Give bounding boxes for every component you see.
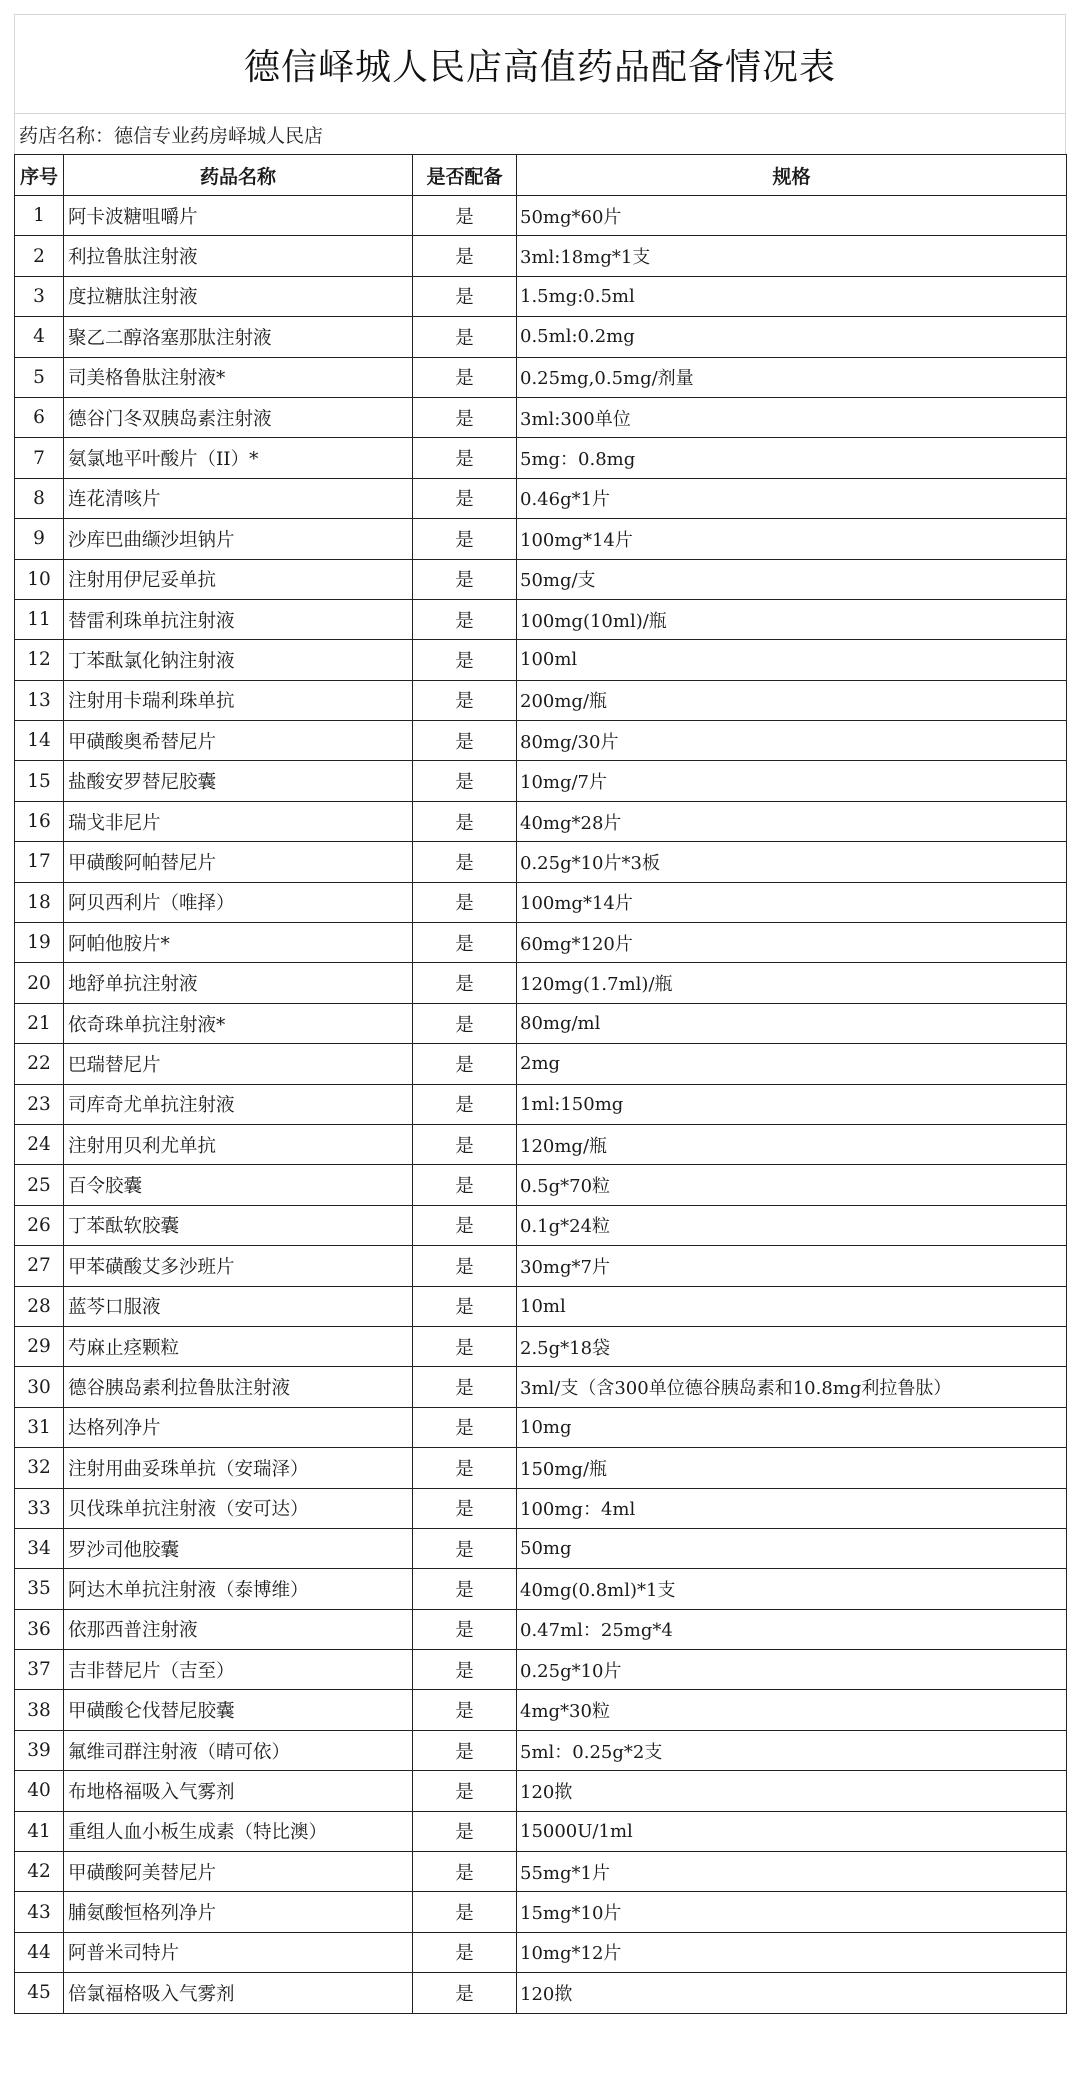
stocked-value: 是: [413, 1367, 517, 1407]
spec-value: 60mg*120片: [517, 923, 1067, 963]
spec-value: 0.5ml:0.2mg: [517, 317, 1067, 357]
stocked-value: 是: [413, 1771, 517, 1811]
drug-name: 丁苯酞氯化钠注射液: [64, 640, 413, 680]
stocked-value: 是: [413, 559, 517, 599]
row-index: 34: [15, 1528, 64, 1568]
stocked-value: 是: [413, 1326, 517, 1366]
stocked-value: 是: [413, 761, 517, 801]
spec-value: 30mg*7片: [517, 1246, 1067, 1286]
table-row: [15, 721, 1067, 761]
drug-name: 依那西普注射液: [64, 1609, 413, 1649]
spec-value: 120mg/瓶: [517, 1124, 1067, 1164]
row-index: 41: [15, 1811, 64, 1851]
table-row: [15, 1973, 1067, 2013]
header-row: [15, 155, 1067, 196]
table-body: [15, 196, 1067, 2014]
row-index: 19: [15, 923, 64, 963]
table-row: [15, 1448, 1067, 1488]
row-index: 21: [15, 1003, 64, 1043]
spec-value: 1.5mg:0.5ml: [517, 276, 1067, 316]
stocked-value: 是: [413, 236, 517, 276]
spec-value: 100mg*14片: [517, 882, 1067, 922]
spec-value: 0.1g*24粒: [517, 1205, 1067, 1245]
table-row: [15, 1771, 1067, 1811]
drug-name: 利拉鲁肽注射液: [64, 236, 413, 276]
table-row: [15, 397, 1067, 437]
stocked-value: 是: [413, 1609, 517, 1649]
table-row: [15, 923, 1067, 963]
row-index: 15: [15, 761, 64, 801]
row-index: 28: [15, 1286, 64, 1326]
drug-name: 瑞戈非尼片: [64, 801, 413, 841]
spreadsheet: [14, 14, 1066, 2014]
drug-name: 阿卡波糖咀嚼片: [64, 196, 413, 236]
header-spec: 规格: [517, 155, 1067, 196]
table-row: [15, 1044, 1067, 1084]
drug-name: 地舒单抗注射液: [64, 963, 413, 1003]
table-row: [15, 559, 1067, 599]
drug-name: 巴瑞替尼片: [64, 1044, 413, 1084]
spec-value: 120揿: [517, 1771, 1067, 1811]
row-index: 14: [15, 721, 64, 761]
row-index: 27: [15, 1246, 64, 1286]
drug-name: 甲磺酸阿帕替尼片: [64, 842, 413, 882]
table-row: [15, 357, 1067, 397]
drug-name: 连花清咳片: [64, 478, 413, 518]
spec-value: 0.47ml：25mg*4: [517, 1609, 1067, 1649]
table-row: [15, 1326, 1067, 1366]
stocked-value: 是: [413, 1084, 517, 1124]
stocked-value: 是: [413, 1528, 517, 1568]
spec-value: 5ml：0.25g*2支: [517, 1730, 1067, 1770]
spec-value: 1ml:150mg: [517, 1084, 1067, 1124]
table-row: [15, 1205, 1067, 1245]
spec-value: 40mg*28片: [517, 801, 1067, 841]
table-row: [15, 882, 1067, 922]
table-row: [15, 1609, 1067, 1649]
table-row: [15, 1124, 1067, 1164]
header-index: 序号: [15, 155, 64, 196]
drug-name: 注射用伊尼妥单抗: [64, 559, 413, 599]
drug-name: 达格列净片: [64, 1407, 413, 1447]
row-index: 16: [15, 801, 64, 841]
stocked-value: 是: [413, 1407, 517, 1447]
stocked-value: 是: [413, 882, 517, 922]
stocked-value: 是: [413, 1286, 517, 1326]
table-row: [15, 1003, 1067, 1043]
drug-name: 盐酸安罗替尼胶囊: [64, 761, 413, 801]
row-index: 13: [15, 680, 64, 720]
spec-value: 50mg*60片: [517, 196, 1067, 236]
row-index: 32: [15, 1448, 64, 1488]
row-index: 5: [15, 357, 64, 397]
stocked-value: 是: [413, 842, 517, 882]
table-row: [15, 276, 1067, 316]
stocked-value: 是: [413, 1892, 517, 1932]
page-title: 德信峄城人民店高值药品配备情况表: [243, 46, 836, 88]
table-row: [15, 680, 1067, 720]
stocked-value: 是: [413, 196, 517, 236]
row-index: 44: [15, 1932, 64, 1972]
spec-value: 10mg: [517, 1407, 1067, 1447]
stocked-value: 是: [413, 478, 517, 518]
spec-value: 100mg(10ml)/瓶: [517, 599, 1067, 639]
row-index: 25: [15, 1165, 64, 1205]
row-index: 37: [15, 1650, 64, 1690]
stocked-value: 是: [413, 640, 517, 680]
spec-value: 5mg：0.8mg: [517, 438, 1067, 478]
spec-value: 3ml/支（含300单位德谷胰岛素和10.8mg利拉鲁肽）: [517, 1367, 1067, 1407]
table-row: [15, 599, 1067, 639]
row-index: 7: [15, 438, 64, 478]
table-row: [15, 801, 1067, 841]
stocked-value: 是: [413, 1650, 517, 1690]
spec-value: 0.25g*10片*3板: [517, 842, 1067, 882]
spec-value: 120揿: [517, 1973, 1067, 2013]
drug-table: [14, 154, 1067, 2014]
table-row: [15, 1892, 1067, 1932]
drug-name: 甲磺酸奥希替尼片: [64, 721, 413, 761]
stocked-value: 是: [413, 721, 517, 761]
row-index: 18: [15, 882, 64, 922]
table-row: [15, 317, 1067, 357]
stocked-value: 是: [413, 1690, 517, 1730]
stocked-value: 是: [413, 438, 517, 478]
stocked-value: 是: [413, 923, 517, 963]
row-index: 33: [15, 1488, 64, 1528]
spec-value: 200mg/瓶: [517, 680, 1067, 720]
table-row: [15, 438, 1067, 478]
stocked-value: 是: [413, 1730, 517, 1770]
spec-value: 10ml: [517, 1286, 1067, 1326]
drug-name: 度拉糖肽注射液: [64, 276, 413, 316]
header-drug-name: 药品名称: [64, 155, 413, 196]
spec-value: 10mg*12片: [517, 1932, 1067, 1972]
drug-name: 吉非替尼片（吉至）: [64, 1650, 413, 1690]
spec-value: 120mg(1.7ml)/瓶: [517, 963, 1067, 1003]
stocked-value: 是: [413, 397, 517, 437]
store-name-cell: 药店名称：德信专业药房峄城人民店: [14, 113, 1066, 154]
row-index: 3: [15, 276, 64, 316]
table-row: [15, 963, 1067, 1003]
row-index: 36: [15, 1609, 64, 1649]
stocked-value: 是: [413, 1973, 517, 2013]
table-row: [15, 1286, 1067, 1326]
spec-value: 150mg/瓶: [517, 1448, 1067, 1488]
drug-name: 甲磺酸仑伐替尼胶囊: [64, 1690, 413, 1730]
table-row: [15, 1407, 1067, 1447]
drug-name: 芍麻止痉颗粒: [64, 1326, 413, 1366]
stocked-value: 是: [413, 1448, 517, 1488]
drug-name: 聚乙二醇洛塞那肽注射液: [64, 317, 413, 357]
table-row: [15, 1528, 1067, 1568]
drug-name: 阿普米司特片: [64, 1932, 413, 1972]
drug-name: 阿达木单抗注射液（泰博维）: [64, 1569, 413, 1609]
row-index: 11: [15, 599, 64, 639]
spec-value: 50mg/支: [517, 559, 1067, 599]
stocked-value: 是: [413, 1811, 517, 1851]
spec-value: 2.5g*18袋: [517, 1326, 1067, 1366]
spec-value: 3ml:18mg*1支: [517, 236, 1067, 276]
row-index: 1: [15, 196, 64, 236]
row-index: 35: [15, 1569, 64, 1609]
row-index: 6: [15, 397, 64, 437]
table-row: [15, 1650, 1067, 1690]
spec-value: 50mg: [517, 1528, 1067, 1568]
drug-name: 注射用卡瑞利珠单抗: [64, 680, 413, 720]
table-row: [15, 236, 1067, 276]
stocked-value: 是: [413, 801, 517, 841]
drug-name: 贝伐珠单抗注射液（安可达）: [64, 1488, 413, 1528]
row-index: 8: [15, 478, 64, 518]
drug-name: 注射用贝利尤单抗: [64, 1124, 413, 1164]
stocked-value: 是: [413, 519, 517, 559]
table-row: [15, 1569, 1067, 1609]
stocked-value: 是: [413, 276, 517, 316]
spec-value: 2mg: [517, 1044, 1067, 1084]
drug-name: 甲磺酸阿美替尼片: [64, 1852, 413, 1892]
table-row: [15, 1367, 1067, 1407]
spec-value: 80mg/30片: [517, 721, 1067, 761]
stocked-value: 是: [413, 1205, 517, 1245]
header-stocked: 是否配备: [413, 155, 517, 196]
row-index: 20: [15, 963, 64, 1003]
table-row: [15, 1246, 1067, 1286]
stocked-value: 是: [413, 599, 517, 639]
row-index: 10: [15, 559, 64, 599]
table-row: [15, 1488, 1067, 1528]
spec-value: 40mg(0.8ml)*1支: [517, 1569, 1067, 1609]
stocked-value: 是: [413, 963, 517, 1003]
stocked-value: 是: [413, 1569, 517, 1609]
stocked-value: 是: [413, 1003, 517, 1043]
spec-value: 4mg*30粒: [517, 1690, 1067, 1730]
row-index: 43: [15, 1892, 64, 1932]
table-row: [15, 1932, 1067, 1972]
drug-name: 司库奇尤单抗注射液: [64, 1084, 413, 1124]
row-index: 22: [15, 1044, 64, 1084]
row-index: 4: [15, 317, 64, 357]
table-row: [15, 478, 1067, 518]
stocked-value: 是: [413, 1044, 517, 1084]
drug-name: 丁苯酞软胶囊: [64, 1205, 413, 1245]
stocked-value: 是: [413, 1165, 517, 1205]
table-row: [15, 519, 1067, 559]
table-row: [15, 842, 1067, 882]
drug-name: 百令胶囊: [64, 1165, 413, 1205]
drug-name: 布地格福吸入气雾剂: [64, 1771, 413, 1811]
stocked-value: 是: [413, 680, 517, 720]
table-row: [15, 1084, 1067, 1124]
table-row: [15, 1730, 1067, 1770]
row-index: 39: [15, 1730, 64, 1770]
table-row: [15, 1811, 1067, 1851]
row-index: 24: [15, 1124, 64, 1164]
drug-name: 替雷利珠单抗注射液: [64, 599, 413, 639]
drug-name: 阿贝西利片（唯择）: [64, 882, 413, 922]
row-index: 29: [15, 1326, 64, 1366]
row-index: 9: [15, 519, 64, 559]
table-row: [15, 761, 1067, 801]
row-index: 40: [15, 1771, 64, 1811]
drug-name: 阿帕他胺片*: [64, 923, 413, 963]
stocked-value: 是: [413, 317, 517, 357]
table-row: [15, 1690, 1067, 1730]
table-row: [15, 1852, 1067, 1892]
spec-value: 15000U/1ml: [517, 1811, 1067, 1851]
spec-value: 100mg：4ml: [517, 1488, 1067, 1528]
spec-value: 3ml:300单位: [517, 397, 1067, 437]
drug-name: 德谷门冬双胰岛素注射液: [64, 397, 413, 437]
row-index: 23: [15, 1084, 64, 1124]
stocked-value: 是: [413, 1488, 517, 1528]
drug-name: 氟维司群注射液（晴可依）: [64, 1730, 413, 1770]
stocked-value: 是: [413, 357, 517, 397]
row-index: 2: [15, 236, 64, 276]
table-row: [15, 1165, 1067, 1205]
row-index: 31: [15, 1407, 64, 1447]
spec-value: 100ml: [517, 640, 1067, 680]
row-index: 38: [15, 1690, 64, 1730]
table-row: [15, 196, 1067, 236]
spec-value: 0.5g*70粒: [517, 1165, 1067, 1205]
spec-value: 100mg*14片: [517, 519, 1067, 559]
drug-name: 倍氯福格吸入气雾剂: [64, 1973, 413, 2013]
row-index: 26: [15, 1205, 64, 1245]
row-index: 12: [15, 640, 64, 680]
row-index: 42: [15, 1852, 64, 1892]
drug-name: 重组人血小板生成素（特比澳）: [64, 1811, 413, 1851]
row-index: 45: [15, 1973, 64, 2013]
stocked-value: 是: [413, 1932, 517, 1972]
row-index: 30: [15, 1367, 64, 1407]
drug-name: 罗沙司他胶囊: [64, 1528, 413, 1568]
title-cell: [14, 14, 1066, 113]
spec-value: 55mg*1片: [517, 1852, 1067, 1892]
drug-name: 脯氨酸恒格列净片: [64, 1892, 413, 1932]
drug-name: 依奇珠单抗注射液*: [64, 1003, 413, 1043]
spec-value: 15mg*10片: [517, 1892, 1067, 1932]
table-row: [15, 640, 1067, 680]
spec-value: 0.25mg,0.5mg/剂量: [517, 357, 1067, 397]
stocked-value: 是: [413, 1124, 517, 1164]
spec-value: 80mg/ml: [517, 1003, 1067, 1043]
drug-name: 氨氯地平叶酸片（II）*: [64, 438, 413, 478]
drug-name: 注射用曲妥珠单抗（安瑞泽）: [64, 1448, 413, 1488]
row-index: 17: [15, 842, 64, 882]
drug-name: 沙库巴曲缬沙坦钠片: [64, 519, 413, 559]
spec-value: 0.25g*10片: [517, 1650, 1067, 1690]
stocked-value: 是: [413, 1246, 517, 1286]
drug-name: 司美格鲁肽注射液*: [64, 357, 413, 397]
drug-name: 蓝芩口服液: [64, 1286, 413, 1326]
drug-name: 德谷胰岛素利拉鲁肽注射液: [64, 1367, 413, 1407]
spec-value: 10mg/7片: [517, 761, 1067, 801]
spec-value: 0.46g*1片: [517, 478, 1067, 518]
stocked-value: 是: [413, 1852, 517, 1892]
drug-name: 甲苯磺酸艾多沙班片: [64, 1246, 413, 1286]
